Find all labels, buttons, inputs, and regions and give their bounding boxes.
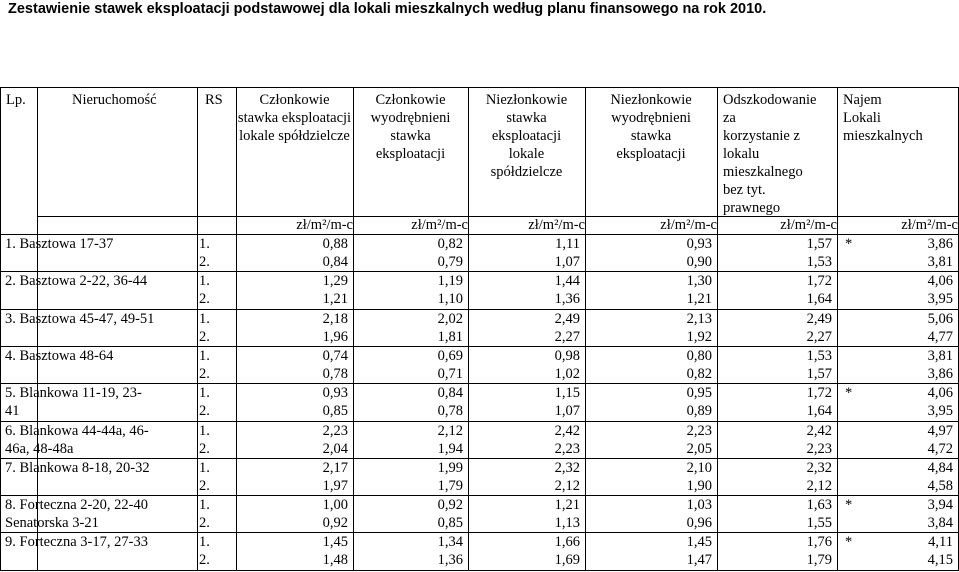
row-name: 5. Blankowa 11-19, 23- — [5, 385, 142, 402]
header-col6-line: Najem — [843, 92, 882, 108]
row-rs: 2. — [199, 291, 210, 308]
header-col2-line: stawka — [390, 128, 431, 144]
rate-value: 1,64 — [806, 291, 832, 308]
header-col3-line: stawka — [506, 110, 547, 126]
header-col2-line: eksploatacji — [375, 146, 446, 162]
rate-value: 4,72 — [927, 440, 953, 457]
row-name: 9. Forteczna 3-17, 27-33 — [5, 534, 148, 551]
rate-value: 5,06 — [927, 310, 953, 327]
rate-value: 3,81 — [927, 254, 953, 270]
rate-value: 1,72 — [806, 273, 832, 290]
row-name: 41 — [5, 403, 20, 420]
header-col2-line: Członkowie — [375, 92, 446, 108]
rate-value: 0,78 — [437, 403, 463, 420]
header-lp: Lp. — [6, 92, 26, 108]
rate-value: 4,84 — [927, 459, 953, 476]
rate-value: 2,02 — [437, 310, 463, 327]
rate-value: 1,07 — [554, 403, 580, 420]
rate-value: 0,98 — [554, 347, 580, 364]
unit-label: zł/m²/m-c — [901, 217, 958, 233]
rate-value: 0,69 — [437, 347, 463, 364]
rate-value: 2,05 — [686, 440, 712, 457]
rate-value: 3,81 — [927, 347, 953, 364]
row-rs: 2. — [199, 254, 210, 270]
rate-value: 1,94 — [437, 440, 463, 457]
row-rs: 2. — [199, 403, 210, 420]
row-rs: 1. — [199, 347, 210, 364]
rate-value: 1,30 — [686, 273, 712, 290]
row-name: 6. Blankowa 44-44a, 46- — [5, 422, 149, 439]
rate-value: 0,74 — [322, 347, 348, 364]
rate-value: 0,85 — [322, 403, 348, 420]
row-rs: 2. — [199, 440, 210, 457]
row-rs: 2. — [199, 515, 210, 532]
row-name: 2. Basztowa 2-22, 36-44 — [5, 273, 148, 290]
rate-value: 1,79 — [806, 552, 832, 569]
row-rs: 1. — [199, 534, 210, 551]
header-col3-line: eksploatacji — [491, 128, 562, 144]
row-marker: * — [845, 497, 853, 514]
rate-value: 1,97 — [322, 477, 348, 494]
rate-value: 2,12 — [806, 477, 832, 494]
rate-value: 0,82 — [437, 236, 463, 252]
unit-label: zł/m²/m-c — [660, 217, 717, 233]
header-col4-line: wyodrębnieni — [611, 110, 691, 126]
rate-value: 2,12 — [554, 477, 580, 494]
rate-value: 4,06 — [927, 273, 953, 290]
rate-value: 3,86 — [927, 236, 953, 252]
rate-value: 4,97 — [927, 422, 953, 439]
column-border — [197, 87, 198, 570]
rate-value: 1,53 — [806, 254, 832, 270]
header-col6-line: mieszkalnych — [843, 128, 923, 144]
row-border — [0, 570, 959, 571]
rate-value: 1,36 — [437, 552, 463, 569]
rate-value: 1,69 — [554, 552, 580, 569]
table-top-border — [0, 87, 959, 88]
rate-value: 4,06 — [927, 385, 953, 402]
rate-value: 3,86 — [927, 365, 953, 382]
rate-value: 1,03 — [686, 497, 712, 514]
rate-value: 1,44 — [554, 273, 580, 290]
rate-value: 1,76 — [806, 534, 832, 551]
rate-value: 1,53 — [806, 347, 832, 364]
rate-value: 1,07 — [554, 254, 580, 270]
unit-label: zł/m²/m-c — [296, 217, 353, 233]
header-col5-line: mieszkalnego — [723, 164, 803, 180]
rate-value: 1,47 — [686, 552, 712, 569]
header-col3-line: spółdzielcze — [490, 164, 563, 180]
header-col3-line: lokale — [508, 146, 545, 162]
row-name: 46a, 48-48a — [5, 440, 74, 457]
rate-value: 1,11 — [555, 236, 580, 252]
rate-value: 1,57 — [806, 365, 832, 382]
rate-value: 1,66 — [554, 534, 580, 551]
rate-value: 1,00 — [322, 497, 348, 514]
row-rs: 2. — [199, 328, 210, 345]
rate-value: 0,82 — [686, 365, 712, 382]
column-border — [0, 87, 1, 570]
row-rs: 1. — [199, 422, 210, 439]
rate-value: 2,49 — [554, 310, 580, 327]
header-col4-line: Niezłonkowie — [610, 92, 692, 108]
rate-value: 1,48 — [322, 552, 348, 569]
row-rs: 1. — [199, 497, 210, 514]
rate-value: 2,18 — [322, 310, 348, 327]
rate-value: 2,42 — [806, 422, 832, 439]
rate-value: 0,84 — [322, 254, 348, 270]
rate-value: 2,10 — [686, 459, 712, 476]
rate-value: 1,02 — [554, 365, 580, 382]
header-col1-line: Członkowie — [259, 92, 330, 108]
header-col1-line: stawka eksploatacji — [237, 110, 352, 126]
rate-value: 2,42 — [554, 422, 580, 439]
header-col1-line: lokale spółdzielcze — [239, 128, 350, 144]
rate-value: 0,93 — [686, 236, 712, 252]
header-col5-line: prawnego — [723, 200, 781, 216]
rates-table — [0, 87, 959, 572]
row-name: 7. Blankowa 8-18, 20-32 — [5, 459, 150, 476]
rate-value: 1,92 — [686, 328, 712, 345]
rate-value: 4,77 — [927, 328, 953, 345]
rate-value: 0,92 — [437, 497, 463, 514]
rate-value: 1,64 — [806, 403, 832, 420]
rate-value: 1,79 — [437, 477, 463, 494]
rate-value: 4,58 — [927, 477, 953, 494]
header-col5-line: bez tyt. — [723, 182, 766, 198]
header-col5-line: Odszkodowanie — [723, 92, 817, 108]
row-rs: 2. — [199, 477, 210, 494]
rate-value: 2,12 — [437, 422, 463, 439]
rate-value: 1,21 — [554, 497, 580, 514]
rate-value: 0,92 — [322, 515, 348, 532]
header-rs: RS — [205, 92, 223, 108]
rate-value: 1,81 — [437, 328, 463, 345]
rate-value: 2,27 — [806, 328, 832, 345]
rate-value: 0,90 — [686, 254, 712, 270]
rate-value: 1,21 — [686, 291, 712, 308]
rate-value: 2,32 — [554, 459, 580, 476]
rate-value: 0,88 — [322, 236, 348, 252]
document-title: Zestawienie stawek eksploatacji podstawowej dla lokali mieszkalnych według planu finansowego na rok 2010. — [8, 1, 767, 17]
rate-value: 0,89 — [686, 403, 712, 420]
rate-value: 1,13 — [554, 515, 580, 532]
rate-value: 1,96 — [322, 328, 348, 345]
rate-value: 2,23 — [806, 440, 832, 457]
rate-value: 2,49 — [806, 310, 832, 327]
rate-value: 1,57 — [806, 236, 832, 252]
rate-value: 0,80 — [686, 347, 712, 364]
rate-value: 1,36 — [554, 291, 580, 308]
rate-value: 1,45 — [686, 534, 712, 551]
rate-value: 1,10 — [437, 291, 463, 308]
header-col3-line: Niezłonkowie — [485, 92, 568, 108]
rate-value: 1,45 — [322, 534, 348, 551]
rate-value: 2,23 — [322, 422, 348, 439]
rate-value: 3,84 — [927, 515, 953, 532]
header-col4-line: stawka — [630, 128, 672, 144]
rate-value: 2,04 — [322, 440, 348, 457]
rate-value: 0,78 — [322, 365, 348, 382]
rate-value: 1,55 — [806, 515, 832, 532]
unit-label: zł/m²/m-c — [780, 217, 837, 233]
rate-value: 1,29 — [322, 273, 348, 290]
rate-value: 1,15 — [554, 385, 580, 402]
rate-value: 0,96 — [686, 515, 712, 532]
rate-value: 4,11 — [928, 534, 953, 551]
row-rs: 2. — [199, 365, 210, 382]
header-col5-line: za — [723, 110, 736, 126]
row-rs: 1. — [199, 385, 210, 402]
rate-value: 1,99 — [437, 459, 463, 476]
row-rs: 1. — [199, 459, 210, 476]
row-rs: 2. — [199, 552, 210, 569]
row-name: 8. Forteczna 2-20, 22-40 — [5, 497, 148, 514]
rate-value: 2,17 — [322, 459, 348, 476]
header-col2-line: wyodrębnieni — [370, 110, 451, 126]
row-name: 1. Basztowa 17-37 — [5, 236, 114, 252]
row-name: Senatorska 3-21 — [5, 515, 99, 532]
rate-value: 0,79 — [437, 254, 463, 270]
unit-label: zł/m²/m-c — [411, 217, 468, 233]
rate-value: 3,95 — [927, 291, 953, 308]
header-col5-line: lokalu — [723, 146, 760, 162]
rate-value: 0,71 — [437, 365, 463, 382]
row-rs: 1. — [199, 236, 210, 252]
header-col4-line: eksploatacji — [616, 146, 686, 162]
rate-value: 3,94 — [927, 497, 953, 514]
rate-value: 3,95 — [927, 403, 953, 420]
rate-value: 1,34 — [437, 534, 463, 551]
row-marker: * — [845, 385, 853, 402]
rate-value: 0,93 — [322, 385, 348, 402]
rate-value: 4,15 — [927, 552, 953, 569]
rate-value: 1,19 — [437, 273, 463, 290]
rate-value: 0,95 — [686, 385, 712, 402]
rate-value: 2,23 — [554, 440, 580, 457]
rate-value: 1,21 — [322, 291, 348, 308]
unit-label: zł/m²/m-c — [528, 217, 585, 233]
row-name: 4. Basztowa 48-64 — [5, 347, 114, 364]
rate-value: 2,32 — [806, 459, 832, 476]
header-nieruchomosc: Nieruchomość — [72, 92, 157, 108]
rate-value: 1,63 — [806, 497, 832, 514]
row-rs: 1. — [199, 310, 210, 327]
row-rs: 1. — [199, 273, 210, 290]
rate-value: 0,85 — [437, 515, 463, 532]
row-name: 3. Basztowa 45-47, 49-51 — [5, 310, 155, 327]
rate-value: 0,84 — [437, 385, 463, 402]
row-marker: * — [845, 236, 853, 252]
rate-value: 2,13 — [686, 310, 712, 327]
row-marker: * — [845, 534, 853, 551]
rate-value: 1,90 — [686, 477, 712, 494]
rate-value: 1,72 — [806, 385, 832, 402]
header-col5-line: korzystanie z — [723, 128, 800, 144]
rate-value: 2,23 — [686, 422, 712, 439]
header-col6-line: Lokali — [843, 110, 881, 126]
rate-value: 2,27 — [554, 328, 580, 345]
